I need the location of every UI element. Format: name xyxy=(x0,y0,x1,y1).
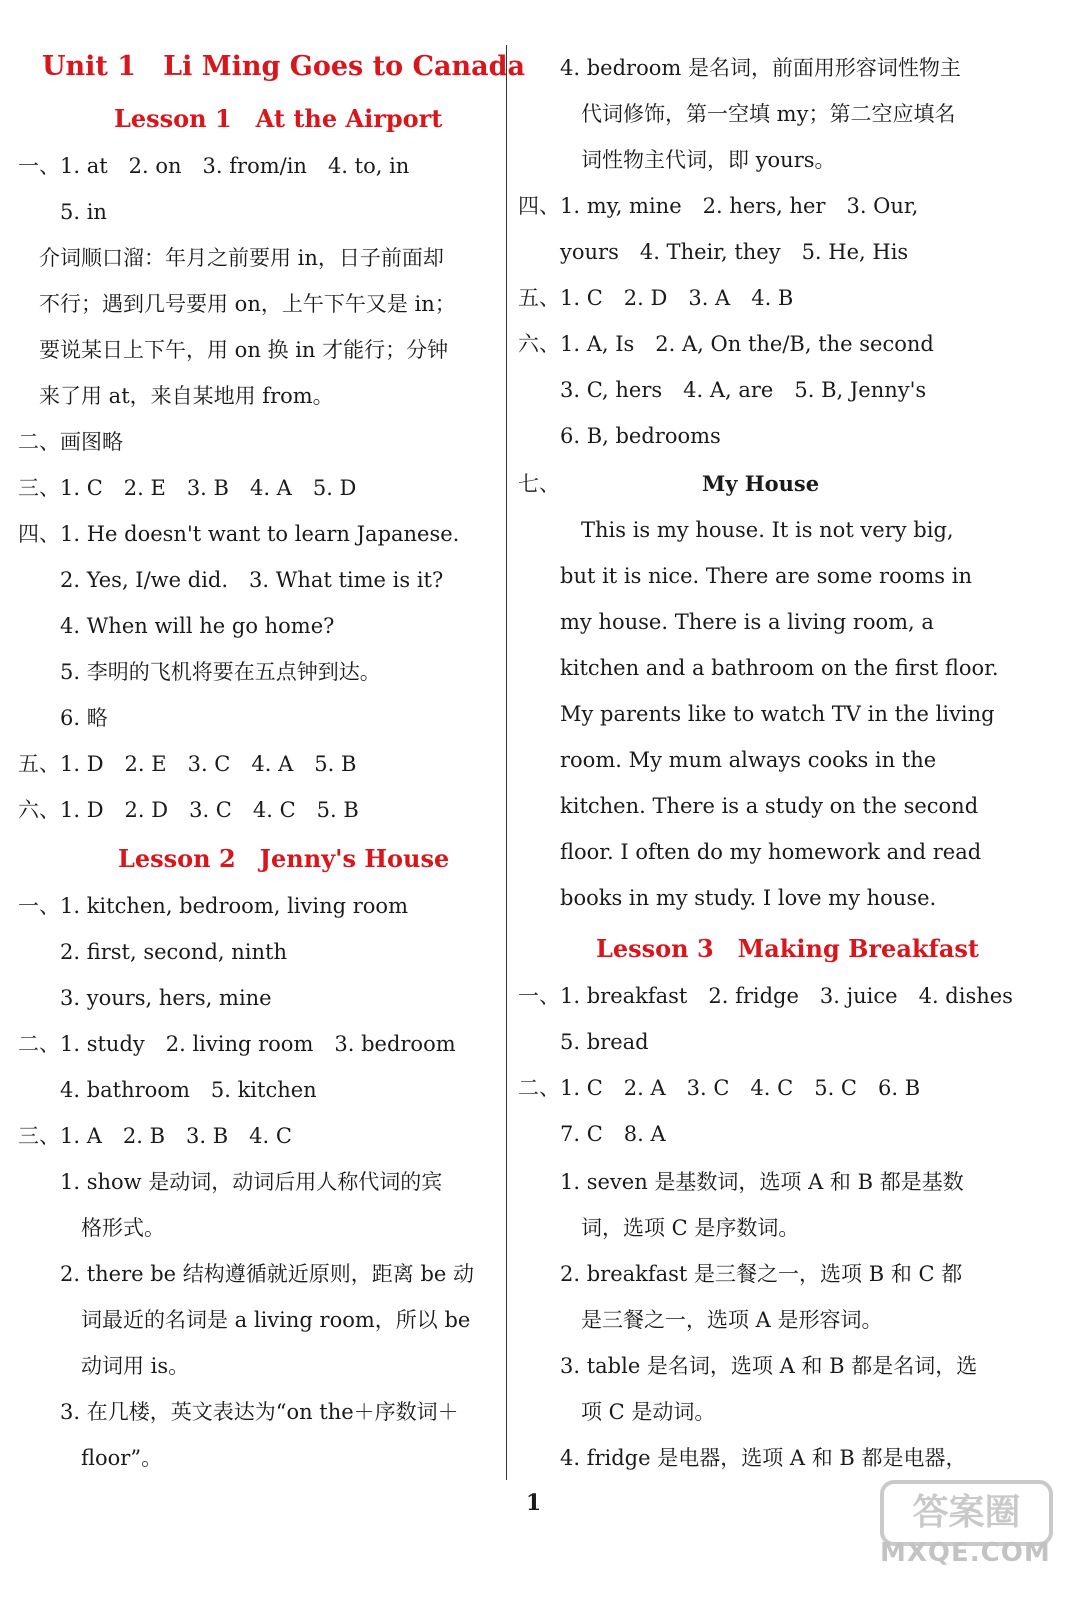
lesson-1-title: Lesson 1 At the Airport xyxy=(114,104,443,133)
answer-line: 六、1. D 2. D 3. C 4. C 5. B xyxy=(18,798,359,822)
explanation-line: 词性物主代词，即 yours。 xyxy=(518,148,836,172)
answer-line: 2. first, second, ninth xyxy=(18,940,287,964)
unit-title: Unit 1 Li Ming Goes to Canada xyxy=(42,51,525,82)
explanation-line: 格形式。 xyxy=(18,1216,165,1240)
essay-line: kitchen. There is a study on the second xyxy=(518,794,979,818)
answer-line: 7. C 8. A xyxy=(518,1122,666,1146)
explanation-line: 4. bedroom 是名词，前面用形容词性物主 xyxy=(518,56,961,80)
explanation-line: 代词修饰，第一空填 my；第二空应填名 xyxy=(518,102,956,126)
essay-line: books in my study. I love my house. xyxy=(518,886,937,910)
answer-line: 6. B, bedrooms xyxy=(518,424,721,448)
explanation-line: 要说某日上下午，用 on 换 in 才能行；分钟 xyxy=(18,338,449,362)
explanation-line: 项 C 是动词。 xyxy=(518,1400,716,1424)
answer-line: 4. bathroom 5. kitchen xyxy=(18,1078,317,1102)
answer-line: 一、1. at 2. on 3. from/in 4. to, in xyxy=(18,154,410,178)
answer-line: 二、1. study 2. living room 3. bedroom xyxy=(18,1032,456,1056)
explanation-line: 词最近的名词是 a living room，所以 be xyxy=(18,1308,471,1332)
explanation-line: 4. fridge 是电器，选项 A 和 B 都是电器， xyxy=(518,1446,967,1470)
explanation-line: 2. there be 结构遵循就近原则，距离 be 动 xyxy=(18,1262,475,1286)
essay-label: 七、 xyxy=(518,472,560,496)
answer-line: 5. bread xyxy=(518,1030,649,1054)
explanation-line: 3. 在几楼，英文表达为“on the＋序数词＋ xyxy=(18,1400,459,1424)
answer-line: 3. yours, hers, mine xyxy=(18,986,272,1010)
lesson-3-title: Lesson 3 Making Breakfast xyxy=(596,934,979,963)
column-divider xyxy=(506,45,507,1480)
essay-line: but it is nice. There are some rooms in xyxy=(518,564,972,588)
answer-line: 五、1. C 2. D 3. A 4. B xyxy=(518,286,794,310)
answer-line: 一、1. breakfast 2. fridge 3. juice 4. dishes xyxy=(518,984,1013,1008)
explanation-line: 是三餐之一，选项 A 是形容词。 xyxy=(518,1308,883,1332)
answer-line: 四、1. my, mine 2. hers, her 3. Our, xyxy=(518,194,919,218)
watermark-badge: 答案圈 xyxy=(880,1480,1053,1546)
essay-line: floor. I often do my homework and read xyxy=(518,840,982,864)
answer-line: 五、1. D 2. E 3. C 4. A 5. B xyxy=(18,752,357,776)
answer-line: 4. When will he go home? xyxy=(18,614,335,638)
answer-line: 二、1. C 2. A 3. C 4. C 5. C 6. B xyxy=(518,1076,921,1100)
essay-line: This is my house. It is not very big, xyxy=(518,518,954,542)
essay-line: kitchen and a bathroom on the first floor. xyxy=(518,656,999,680)
explanation-line: 词，选项 C 是序数词。 xyxy=(518,1216,800,1240)
explanation-line: 1. seven 是基数词，选项 A 和 B 都是基数 xyxy=(518,1170,964,1194)
answer-line: 二、画图略 xyxy=(18,430,123,454)
answer-line: 5. in xyxy=(18,200,107,224)
page-number: 1 xyxy=(525,1490,542,1516)
answer-line: 5. 李明的飞机将要在五点钟到达。 xyxy=(18,660,381,684)
answer-line: 2. Yes, I/we did. 3. What time is it? xyxy=(18,568,444,592)
watermark-site: MXQE.COM xyxy=(880,1538,1051,1568)
answer-line: 3. C, hers 4. A, are 5. B, Jenny's xyxy=(518,378,927,402)
answer-line: yours 4. Their, they 5. He, His xyxy=(518,240,909,264)
answer-line: 三、1. A 2. B 3. B 4. C xyxy=(18,1124,292,1148)
explanation-line: 1. show 是动词，动词后用人称代词的宾 xyxy=(18,1170,443,1194)
explanation-line: 来了用 at，来自某地用 from。 xyxy=(18,384,334,408)
explanation-line: 不行；遇到几号要用 on，上午下午又是 in； xyxy=(18,292,456,316)
lesson-2-title: Lesson 2 Jenny's House xyxy=(118,844,450,873)
explanation-line: 2. breakfast 是三餐之一，选项 B 和 C 都 xyxy=(518,1262,963,1286)
essay-line: room. My mum always cooks in the xyxy=(518,748,937,772)
explanation-line: floor”。 xyxy=(18,1446,163,1470)
explanation-line: 介词顺口溜：年月之前要用 in，日子前面却 xyxy=(18,246,444,270)
explanation-line: 动词用 is。 xyxy=(18,1354,190,1378)
answer-line: 三、1. C 2. E 3. B 4. A 5. D xyxy=(18,476,357,500)
answer-line: 6. 略 xyxy=(18,706,108,730)
essay-title: My House xyxy=(702,471,820,496)
essay-line: My parents like to watch TV in the living xyxy=(518,702,995,726)
essay-line: my house. There is a living room, a xyxy=(518,610,934,634)
explanation-line: 3. table 是名词，选项 A 和 B 都是名词，选 xyxy=(518,1354,978,1378)
answer-line: 六、1. A, Is 2. A, On the/B, the second xyxy=(518,332,934,356)
watermark-logo xyxy=(872,1480,1052,1585)
answer-line: 一、1. kitchen, bedroom, living room xyxy=(18,894,408,918)
answer-line: 四、1. He doesn't want to learn Japanese. xyxy=(18,522,460,546)
